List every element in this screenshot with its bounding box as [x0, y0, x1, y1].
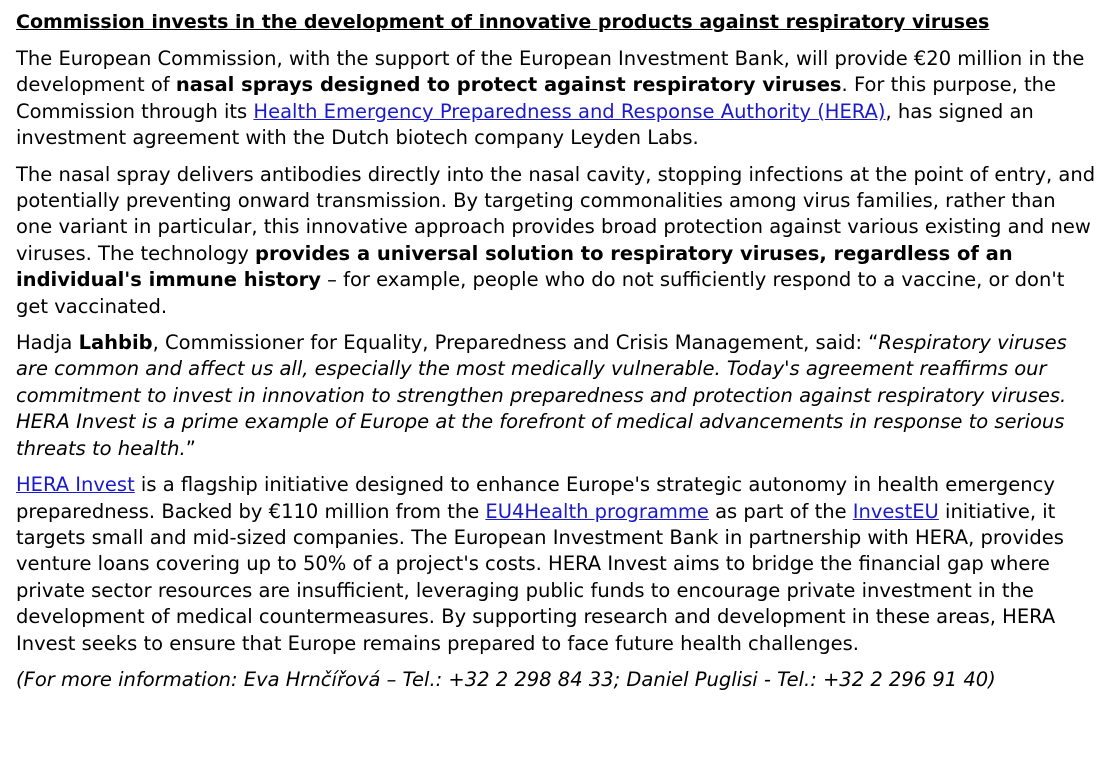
bold-text: provides a universal solution to respiratory viruses, regardless of an individual's immune history: [16, 241, 1013, 292]
paragraph-text: The European Commission, with the support of the European Investment Bank, will provide €20 million in the development of: [16, 47, 1085, 97]
paragraph-text: as part of the: [708, 499, 853, 523]
paragraph-hera-invest: [16, 472, 1096, 657]
investeu-link[interactable]: InvestEU: [852, 499, 939, 523]
paragraph-text: , Commissioner for Equality, Preparedness and Crisis Management, said: “: [152, 331, 879, 355]
press-release: [16, 8, 1096, 703]
eu4health-link[interactable]: EU4Health programme: [485, 499, 709, 523]
quote-text: Respiratory viruses are common and affect us all, especially the most medically vulnerable. Today's agreement reaffirms our commitment to invest in innovation to strengthen preparedness and protection against respiratory viruses. HERA Invest is a prime example of Europe at the forefront of medical advancements in response to serious threats to health.: [16, 331, 1067, 460]
paragraph-text: , has signed an investment agreement with the Dutch biotech company Leyden Labs.: [16, 99, 1034, 150]
paragraph-text: – for example, people who do not sufficiently respond to a vaccine, or don't get vaccinated.: [16, 268, 1065, 318]
paragraph-quote: [16, 330, 1096, 462]
commissioner-name: Lahbib: [78, 331, 153, 355]
hera-invest-link[interactable]: HERA Invest: [16, 473, 135, 497]
paragraph-text: ”: [185, 436, 196, 460]
paragraph-text: initiative, it targets small and mid-sized companies. The European Investment Bank in partnership with HERA, provides venture loans covering up to 50% of a project's costs. HERA Invest aims to bridge the financial gap where private sector resources are insufficient, leveraging public funds to encourage private investment in the development of medical countermeasures. By supporting research and development in these areas, HERA Invest seeks to ensure that Europe remains prepared to face future health challenges.: [16, 499, 1064, 655]
paragraph-text: Hadja: [16, 331, 79, 355]
contact-info: (For more information: Eva Hrnčířová – Tel.: +32 2 298 84 33; Daniel Puglisi - Tel.: +32 2 296 91 40): [16, 667, 996, 691]
headline: Commission invests in the development of innovative products against respiratory viruses: [16, 11, 990, 33]
paragraph-text: The nasal spray delivers antibodies directly into the nasal cavity, stopping infections at the point of entry, and potentially preventing onward transmission. By targeting commonalities among virus families, rather than one variant in particular, this innovative approach provides broad protection against various existing and new viruses. The technology: [16, 162, 1096, 265]
bold-text: nasal sprays designed to protect against respiratory viruses: [175, 73, 842, 97]
paragraph-text: . For this purpose, the Commission through its: [16, 73, 1057, 123]
paragraph-intro: [16, 46, 1096, 152]
paragraph-technology: [16, 162, 1096, 320]
hera-link[interactable]: Health Emergency Preparedness and Response Authority (HERA): [253, 99, 886, 123]
paragraph-text: is a flagship initiative designed to enhance Europe's strategic autonomy in health emergency preparedness. Backed by €110 million from the: [16, 473, 1055, 523]
